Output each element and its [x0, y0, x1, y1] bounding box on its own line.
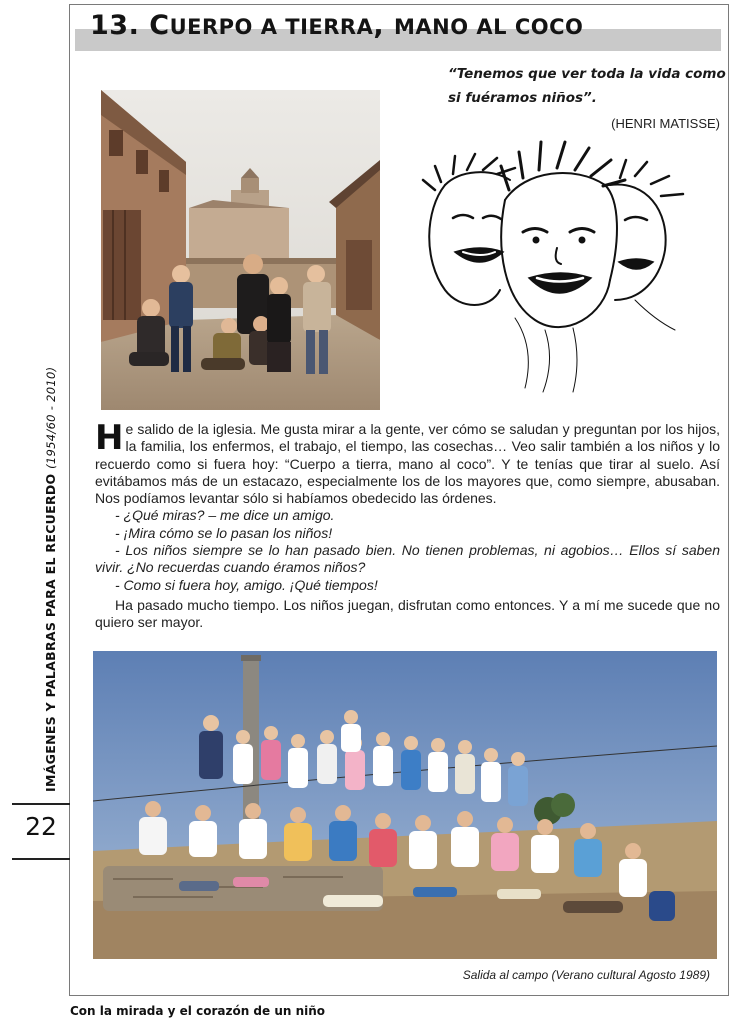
- photo-caption: Salida al campo (Verano cultural Agosto 1989): [462, 968, 710, 982]
- dialogue-line: - Los niños siempre se lo han pasado bien. No tienen problemas, ni agobios… Ellos sí saben vivir. ¿No recuerdas cuando éramos niños?: [95, 542, 720, 576]
- quote-author: (HENRI MATISSE): [611, 116, 720, 131]
- children-faces-sketch: [405, 140, 685, 405]
- chapter-title: 13. CUERPO A TIERRA, MANO AL COCO: [90, 10, 584, 41]
- book-years: (1954/60 - 2010): [44, 366, 58, 469]
- dialogue-line: - ¡Mira cómo se lo pasan los niños!: [115, 524, 333, 541]
- village-children-photo: [101, 90, 380, 410]
- page-number-rule-top: [12, 803, 70, 805]
- paragraph-intro: He salido de la iglesia. Me gusta mirar a la gente, ver cómo se saludan y preguntan por los hijos, la familia, los enfermos, el trabajo, el tiempo, las cosechas… Veo salir también a los niños y lo recuerdo como si fuera hoy: “Cuerpo a tierra, mano al coco”. Y te tenías que tirar al suelo. Así evitábamos más de un estacazo, especialmente los de los mayores que, como siempre, abusaban. Nos podíamos levantar sólo si habíamos obedecido las órdenes.: [95, 418, 720, 507]
- book-title: IMÁGENES Y PALABRAS PARA EL RECUERDO: [43, 473, 58, 792]
- dialogue-line: - Como si fuera hoy, amigo. ¡Qué tiempos!: [115, 576, 378, 593]
- page-number-rule-bottom: [12, 858, 70, 860]
- page-number: 22: [25, 812, 57, 841]
- dialogue-line: - ¿Qué miras? – me dice un amigo.: [115, 507, 335, 524]
- paragraph-closing: Ha pasado mucho tiempo. Los niños juegan, disfrutan como entonces. Y a mí me sucede que no quiero ser mayor.: [95, 596, 720, 631]
- book-title-spine: [20, 366, 60, 792]
- book-footer-title: Con la mirada y el corazón de un niño: [70, 1004, 326, 1018]
- group-field-trip-photo: [93, 651, 717, 959]
- drop-cap: H: [95, 418, 124, 458]
- epigraph-quote: “Tenemos que ver toda la vida como si fuéramos niños”.: [448, 66, 726, 106]
- article-body: [95, 418, 720, 632]
